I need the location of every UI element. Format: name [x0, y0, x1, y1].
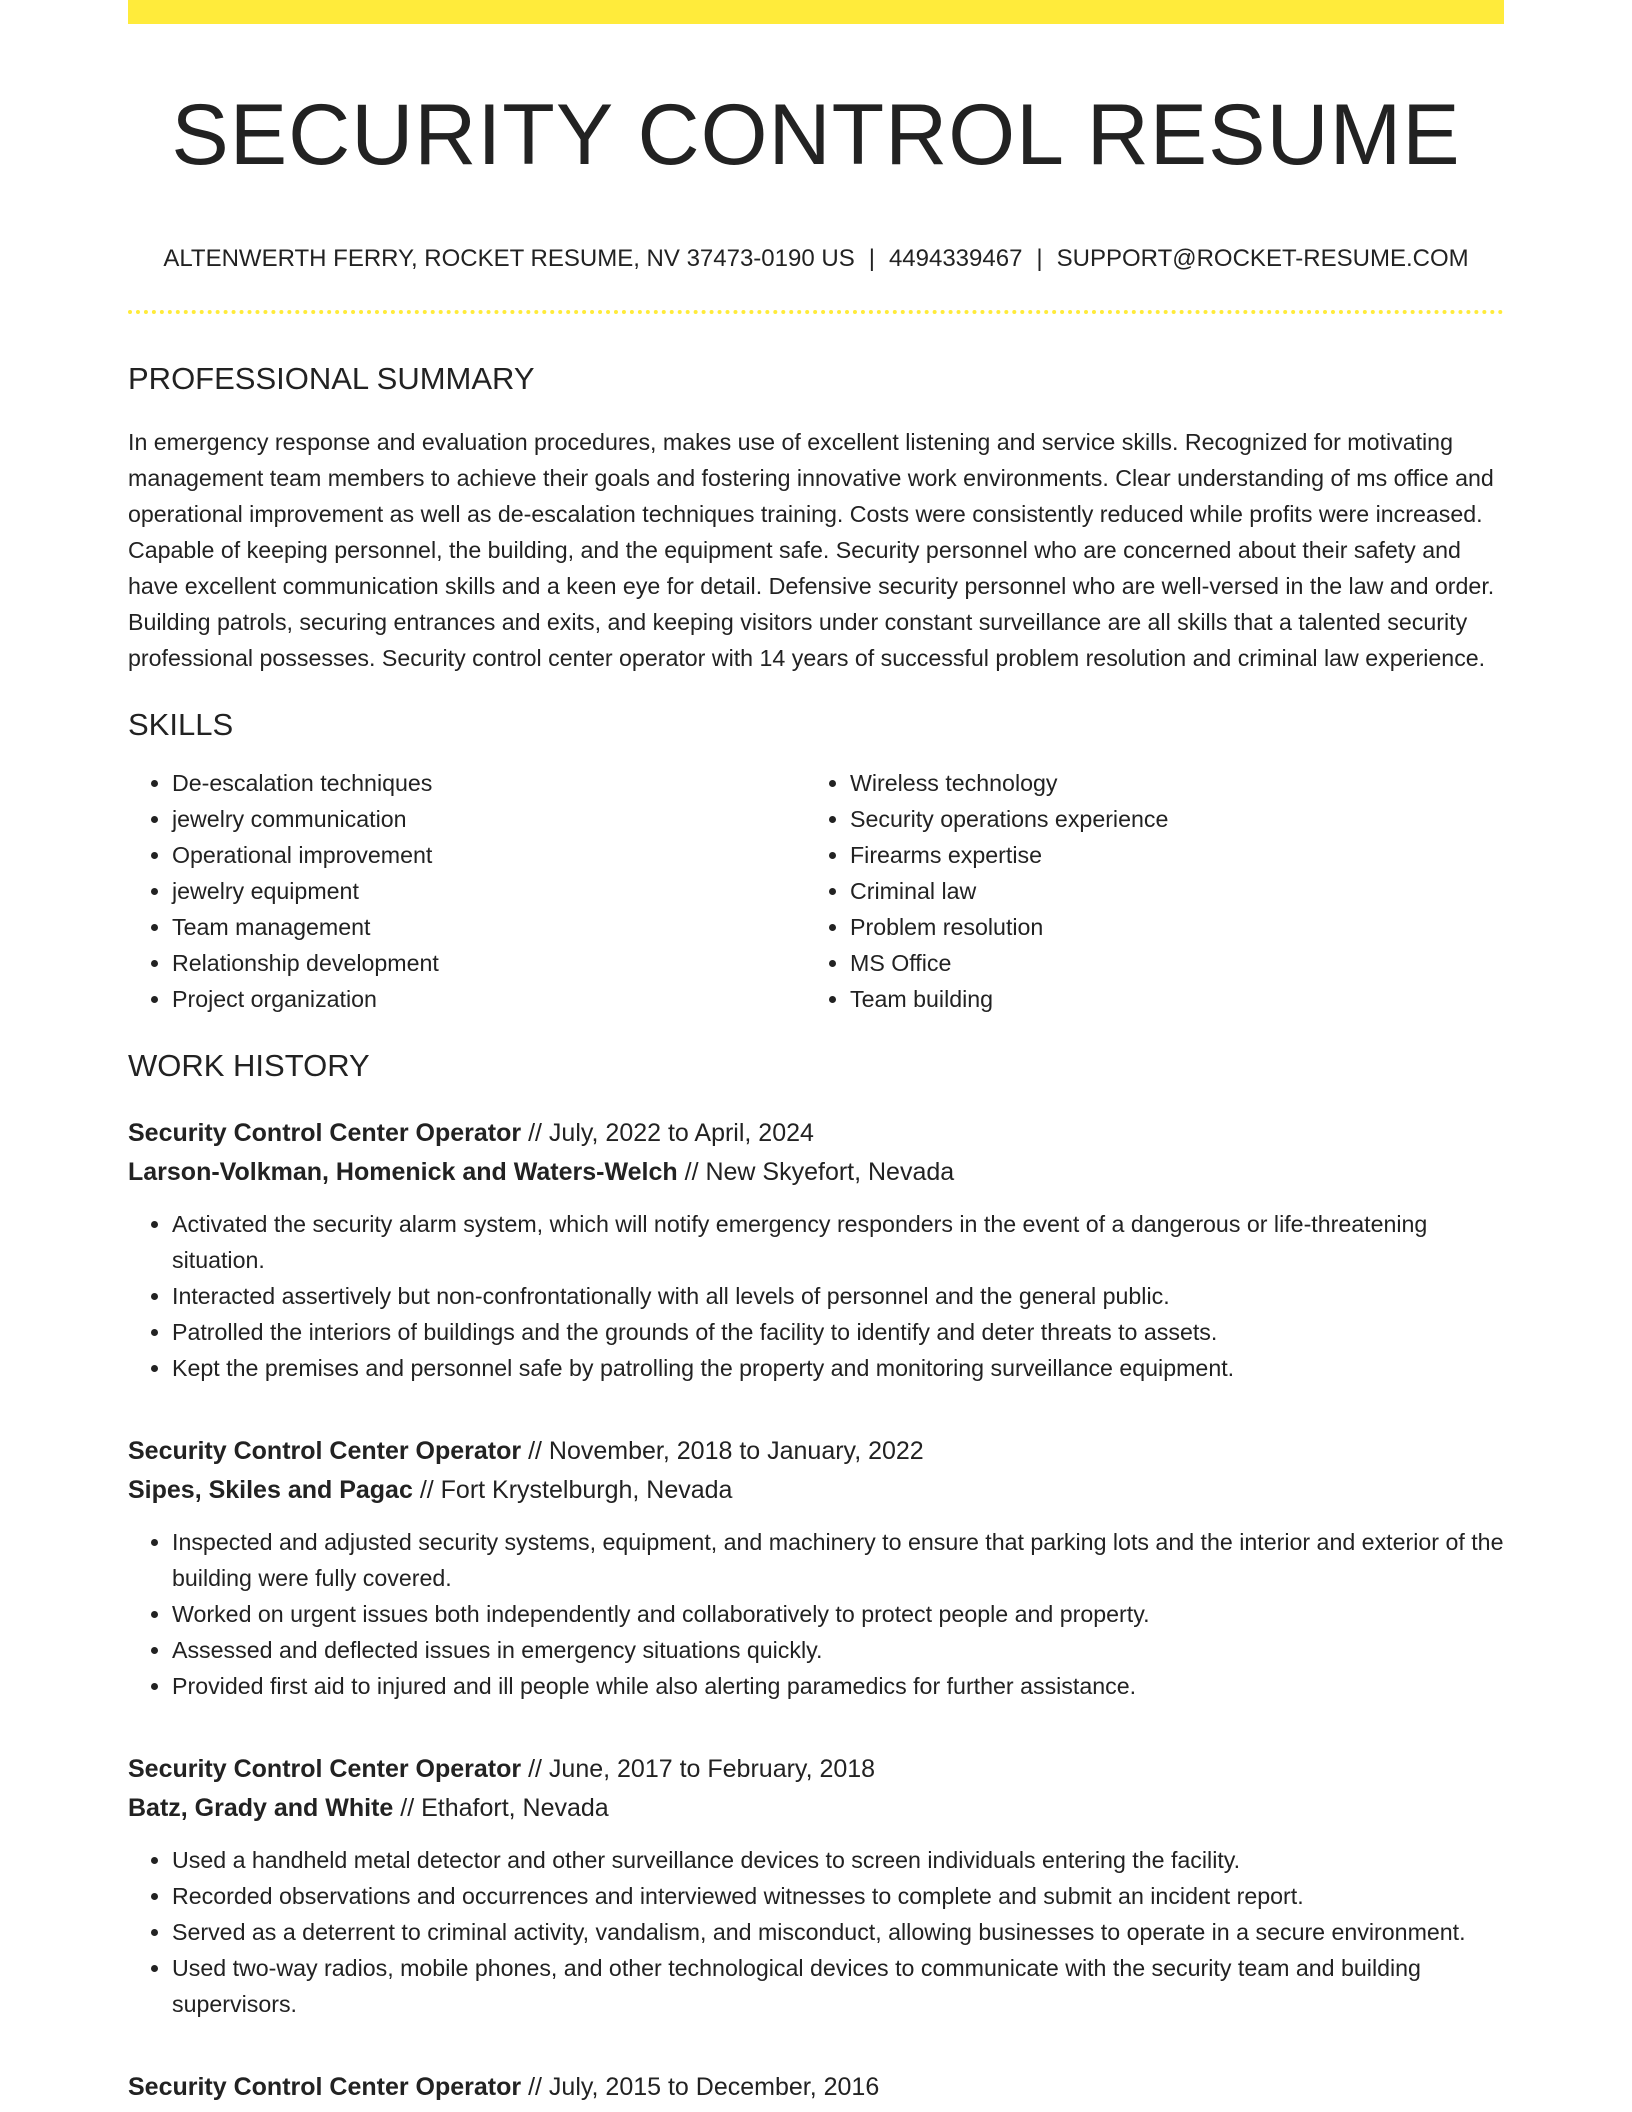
job-dates: // July, 2022 to April, 2024	[521, 1118, 814, 1147]
job-bullet: • Inspected and adjusted security systems, equipment, and machinery to ensure that parking lots and the interior and exterior of the building were fully covered.	[172, 1524, 1504, 1596]
contact-separator: |	[1036, 245, 1043, 273]
skill-item: • De-escalation techniques	[172, 765, 806, 801]
contact-separator: |	[868, 245, 875, 273]
job-company: Larson-Volkman, Homenick and Waters-Welch	[128, 1157, 678, 1186]
job-entry	[128, 1432, 1504, 1704]
job-location: // New Skyefort, Nevada	[677, 1157, 955, 1186]
skill-item: • MS Office	[850, 945, 1484, 981]
skill-item: • Criminal law	[850, 873, 1484, 909]
skill-item: • Problem resolution	[850, 909, 1484, 945]
job-bullets	[128, 1842, 1504, 2022]
job-bullet: • Kept the premises and personnel safe by patrolling the property and monitoring surveillance equipment.	[172, 1350, 1504, 1386]
accent-bar	[128, 0, 1504, 24]
job-title-line	[128, 1114, 1504, 1153]
job-company: Batz, Grady and White	[128, 1793, 394, 1822]
job-title-line	[128, 2068, 1504, 2107]
summary-text: In emergency response and evaluation procedures, makes use of excellent listening and service skills. Recognized for motivating management team members to achieve their goals and fostering innovative work environments. Clear understanding of ms office and operational improvement as well as de-escalation techniques training. Costs were consistently reduced while profits were increased. Capable of keeping personnel, the building, and the equipment safe. Security personnel who are concerned about their safety and have excellent communication skills and a keen eye for detail. Defensive security personnel who are well-versed in the law and order. Building patrols, securing entrances and exits, and keeping visitors under constant surveillance are all skills that a talented security professional possesses. Security control center operator with 14 years of successful problem resolution and criminal law experience.	[128, 428, 1495, 671]
skill-item: • Team management	[172, 909, 806, 945]
job-dates: // July, 2015 to December, 2016	[521, 2072, 880, 2101]
job-bullet: • Recorded observations and occurrences and interviewed witnesses to complete and submit an incident report.	[172, 1878, 1504, 1914]
job-title: Security Control Center Operator	[128, 2072, 522, 2101]
job-title: Security Control Center Operator	[128, 1118, 522, 1147]
contact-phone: 4494339467	[888, 245, 1023, 273]
job-bullet: • Served as a deterrent to criminal activity, vandalism, and misconduct, allowing businesses to operate in a secure environment.	[172, 1914, 1504, 1950]
skill-item: • Wireless technology	[850, 765, 1484, 801]
job-location: // Fort Krystelburgh, Nevada	[412, 1475, 733, 1504]
contact-address: ALTENWERTH FERRY, ROCKET RESUME, NV 37473-0190 US	[163, 245, 855, 273]
contact-line	[128, 243, 1504, 274]
contact-email: SUPPORT@ROCKET-RESUME.COM	[1056, 245, 1469, 273]
dotted-divider	[128, 310, 1504, 314]
job-dates: // November, 2018 to January, 2022	[521, 1436, 924, 1465]
job-bullet: • Patrolled the interiors of buildings and the grounds of the facility to identify and deter threats to assets.	[172, 1314, 1504, 1350]
job-company-line	[128, 1789, 1504, 1828]
skill-item: • jewelry communication	[172, 801, 806, 837]
job-location: // Ethafort, Nevada	[393, 1793, 609, 1822]
job-bullet: • Interacted assertively but non-confrontationally with all levels of personnel and the general public.	[172, 1278, 1504, 1314]
skill-item: • Team building	[850, 981, 1484, 1017]
job-entry	[128, 2068, 1504, 2107]
skill-item: • Relationship development	[172, 945, 806, 981]
skills-list-right	[806, 765, 1484, 1017]
skill-item: • Firearms expertise	[850, 837, 1484, 873]
job-title-line	[128, 1750, 1504, 1789]
job-entry	[128, 1114, 1504, 1386]
job-title-line	[128, 1432, 1504, 1471]
skill-item: • jewelry equipment	[172, 873, 806, 909]
job-bullet: • Provided first aid to injured and ill people while also alerting paramedics for further assistance.	[172, 1668, 1504, 1704]
skill-item: • Operational improvement	[172, 837, 806, 873]
skills-list-left	[128, 765, 806, 1017]
work-heading: WORK HISTORY	[128, 1047, 370, 1083]
job-bullets	[128, 1206, 1504, 1386]
job-title: Security Control Center Operator	[128, 1754, 522, 1783]
job-title: Security Control Center Operator	[128, 1436, 522, 1465]
job-bullet: • Worked on urgent issues both independently and collaboratively to protect people and property.	[172, 1596, 1504, 1632]
job-company-line	[128, 1471, 1504, 1510]
job-bullet: • Used a handheld metal detector and other surveillance devices to screen individuals entering the facility.	[172, 1842, 1504, 1878]
work-history	[128, 1114, 1504, 2107]
job-bullet: • Assessed and deflected issues in emergency situations quickly.	[172, 1632, 1504, 1668]
resume-page	[128, 0, 1504, 2107]
job-company: Sipes, Skiles and Pagac	[128, 1475, 413, 1504]
skill-item: • Security operations experience	[850, 801, 1484, 837]
job-dates: // June, 2017 to February, 2018	[521, 1754, 876, 1783]
job-company-line	[128, 1153, 1504, 1192]
skills-columns	[128, 765, 1504, 1017]
summary-heading: PROFESSIONAL SUMMARY	[128, 361, 535, 397]
skill-item: • Project organization	[172, 981, 806, 1017]
resume-title: SECURITY CONTROL RESUME	[171, 87, 1461, 183]
job-bullets	[128, 1524, 1504, 1704]
job-bullet: • Used two-way radios, mobile phones, and other technological devices to communicate with the security team and building supervisors.	[172, 1950, 1504, 2022]
job-entry	[128, 1750, 1504, 2022]
skills-heading: SKILLS	[128, 706, 234, 742]
job-bullet: • Activated the security alarm system, which will notify emergency responders in the event of a dangerous or life-threatening situation.	[172, 1206, 1504, 1278]
